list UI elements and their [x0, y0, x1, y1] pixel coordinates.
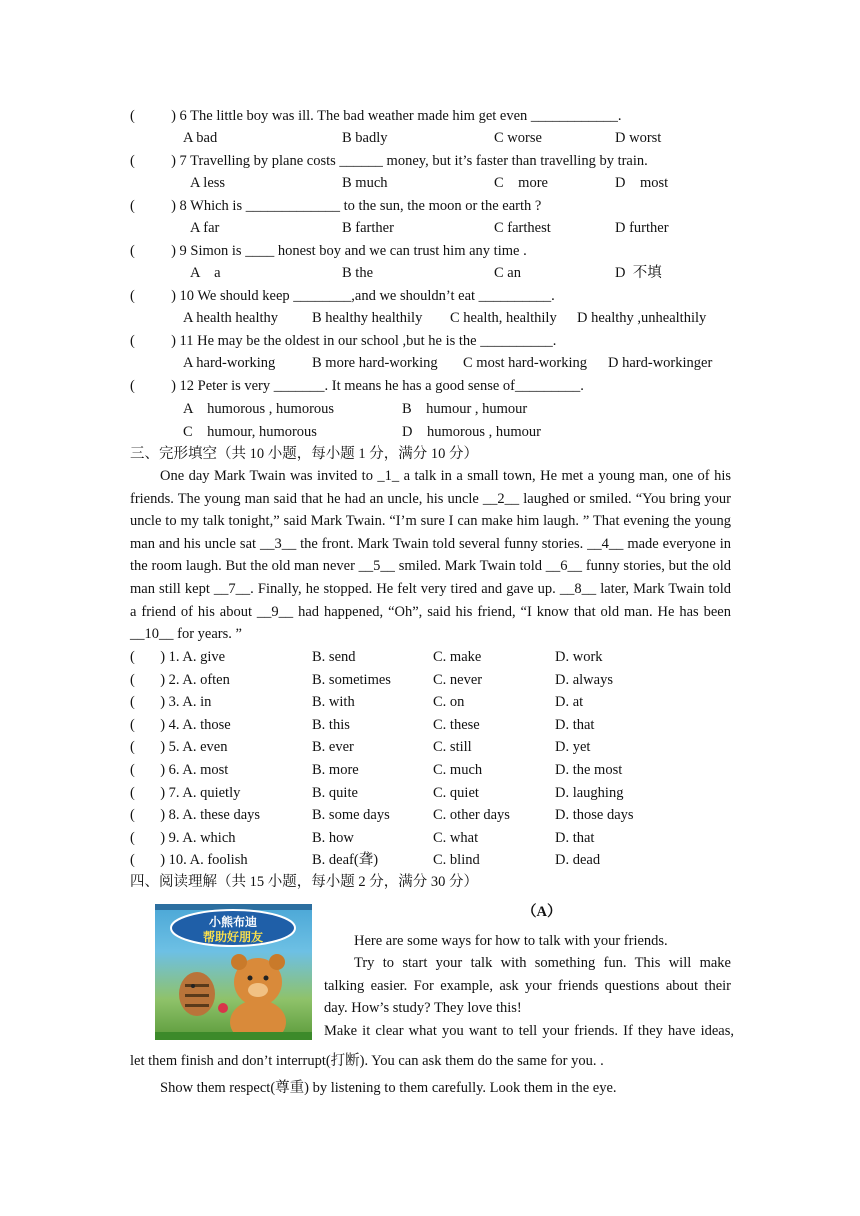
cloze-option: C. what: [433, 829, 479, 846]
cloze-option: B. sometimes: [312, 671, 391, 688]
question-12-option: D humorous , humour: [402, 424, 541, 440]
cloze-option: C. on: [433, 694, 465, 711]
cloze-option: B. how: [312, 829, 354, 846]
cloze-option: B. quite: [312, 784, 358, 801]
question-11-option: B more hard-working: [312, 355, 438, 371]
cloze-option: C. other days: [433, 807, 510, 824]
cloze-item-9: ( ) 9. A. which: [130, 829, 236, 846]
cloze-item-2: ( ) 2. A. often: [130, 671, 230, 688]
reading-line: Here are some ways for how to talk with your friends.: [354, 933, 668, 949]
book-cover-image: [155, 904, 312, 1040]
cloze-option: D. those days: [555, 807, 634, 824]
section-heading-reading: 四、阅读理解（共 15 小题，每小题 2 分，满分 30 分）: [130, 874, 478, 890]
cloze-option: D. that: [555, 829, 595, 846]
cloze-item-1: ( ) 1. A. give: [130, 649, 226, 665]
reading-line: Make it clear what you want to tell your friends. If they have ideas,: [324, 1023, 734, 1039]
cloze-option: D. laughing: [555, 784, 624, 801]
book-title-line1: 小熊布迪: [208, 915, 258, 929]
cloze-option: C. still: [433, 739, 472, 756]
cloze-option: C. make: [433, 649, 482, 665]
question-7: ( ) 7 Travelling by plane costs ______ money, but it’s faster than travelling by train.: [130, 153, 648, 169]
book-cover-illustration: [155, 904, 312, 1040]
reading-line: Show them respect(尊重) by listening to them carefully. Look them in the eye.: [160, 1080, 617, 1096]
question-11: ( ) 11 He may be the oldest in our school ,but he is the __________.: [130, 333, 557, 349]
question-12-option: B humour , humour: [402, 401, 528, 417]
cloze-passage: One day Mark Twain was invited to _1_ a talk in a small town, He met a young man, one of his friends. The young man said that he had an uncle, his uncle __2__ laughed or smiled. “You bring your uncle to my talk tonight,” said Mark Twain. “I’m sure I can make him laugh. ” That evening the young man and his uncle sat __3__ the front. Mark Twain told several funny stories. __4__ made everyone in the room laugh. But the old man never __5__ smiled. Mark Twain told __6__ funny stories, but the old man still kept __7__. Finally, he stopped. He felt very tired and gave up. __8__ later, Mark Twain told a friend of his about __9__ had happened, “Oh”, said his friend, “I know that old man. He has been __10__ for years. ”: [130, 468, 731, 643]
question-7-option: C more: [494, 175, 548, 191]
question-9-option: C an: [494, 265, 521, 281]
question-9-option: B the: [342, 265, 374, 281]
cloze-option: D. that: [555, 716, 595, 733]
question-10-option: B healthy healthily: [312, 310, 423, 326]
question-10-option: D healthy ,unhealthily: [577, 310, 707, 326]
reading-line: day. How’s study? They love this!: [324, 1000, 522, 1016]
question-6-option: C worse: [494, 130, 542, 146]
question-6-option: A bad: [183, 130, 218, 146]
question-10-option: A health healthy: [183, 310, 279, 326]
cloze-option: B. more: [312, 762, 359, 778]
question-12-option: C humour, humorous: [183, 424, 317, 440]
question-6: ( ) 6 The little boy was ill. The bad weather made him get even ____________.: [130, 108, 622, 124]
reading-part-label: （A）: [522, 904, 562, 920]
question-7-option: A less: [190, 175, 226, 191]
question-10: ( ) 10 We should keep ________,and we shouldn’t eat __________.: [130, 288, 555, 304]
question-9: ( ) 9 Simon is ____ honest boy and we can trust him any time .: [130, 243, 527, 259]
cloze-option: B. deaf(聋): [312, 852, 379, 869]
cloze-option: D. work: [555, 649, 603, 665]
question-8-option: D further: [615, 220, 669, 236]
cloze-option: B. this: [312, 716, 350, 733]
cloze-option: B. ever: [312, 739, 354, 756]
cloze-option: C. these: [433, 716, 480, 733]
question-8-option: C farthest: [494, 220, 551, 236]
cloze-option: C. never: [433, 671, 483, 688]
question-7-option: D most: [615, 175, 669, 191]
question-8-option: B farther: [342, 220, 394, 236]
cloze-option: D. dead: [555, 852, 601, 869]
cloze-option: C. much: [433, 762, 483, 778]
cloze-item-3: ( ) 3. A. in: [130, 694, 212, 711]
section-heading-cloze: 三、完形填空（共 10 小题，每小题 1 分，满分 10 分）: [130, 446, 478, 462]
cloze-item-5: ( ) 5. A. even: [130, 739, 228, 756]
reading-line: Try to start your talk with something fun. This will make: [354, 955, 731, 971]
question-11-option: D hard-workinger: [608, 355, 713, 371]
question-6-option: D worst: [615, 130, 662, 146]
question-10-option: C health, healthily: [450, 310, 557, 326]
cloze-option: B. some days: [312, 807, 390, 824]
question-7-option: B much: [342, 175, 388, 191]
cloze-item-10: ( ) 10. A. foolish: [130, 852, 248, 869]
cloze-option: D. the most: [555, 762, 623, 778]
question-9-option: D 不填: [615, 265, 662, 281]
reading-line: let them finish and don’t interrupt(打断). You can ask them do the same for you. .: [130, 1053, 604, 1069]
cloze-item-8: ( ) 8. A. these days: [130, 807, 261, 824]
cloze-item-6: ( ) 6. A. most: [130, 762, 229, 778]
cloze-item-4: ( ) 4. A. those: [130, 716, 231, 733]
cloze-option: C. quiet: [433, 784, 479, 801]
question-8-option: A far: [190, 220, 220, 236]
book-title-line2: 帮助好朋友: [202, 930, 264, 944]
question-6-option: B badly: [342, 130, 388, 146]
question-8: ( ) 8 Which is _____________ to the sun, the moon or the earth ?: [130, 198, 542, 214]
reading-line: talking easier. For example, ask your friends questions about their: [324, 978, 731, 994]
question-11-option: A hard-working: [183, 355, 276, 371]
cloze-option: D. yet: [555, 739, 591, 756]
question-12-option: A humorous , humorous: [183, 401, 335, 417]
cloze-option: D. always: [555, 671, 613, 688]
question-11-option: C most hard-working: [463, 355, 588, 371]
cloze-option: B. send: [312, 649, 356, 665]
cloze-option: B. with: [312, 694, 355, 711]
question-12: ( ) 12 Peter is very _______. It means he has a good sense of_________.: [130, 378, 584, 394]
cloze-option: D. at: [555, 694, 584, 711]
cloze-item-7: ( ) 7. A. quietly: [130, 784, 241, 801]
cloze-option: C. blind: [433, 852, 480, 869]
question-9-option: A a: [190, 265, 221, 281]
